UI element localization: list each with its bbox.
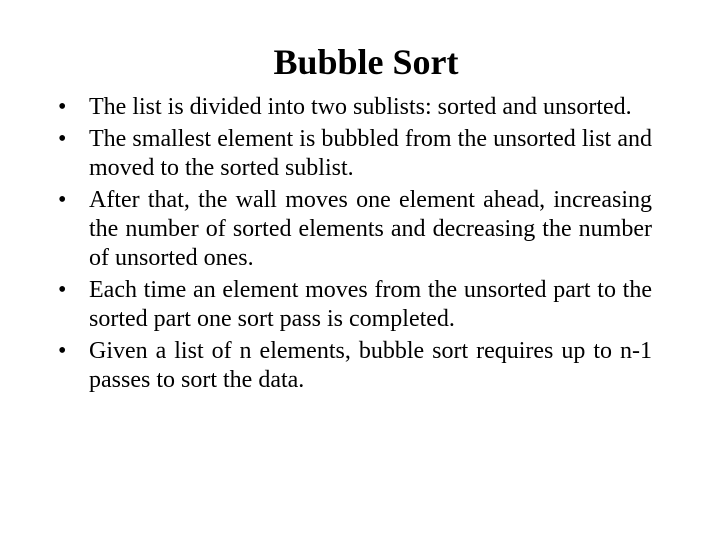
bullet-text: The smallest element is bubbled from the unsorted list and moved to the sorted sublist.: [89, 126, 652, 181]
bullet-icon: •: [58, 187, 67, 213]
bullet-icon: •: [58, 277, 67, 303]
slide-title: Bubble Sort: [273, 42, 459, 82]
bullet-item: [58, 186, 652, 273]
bullet-text: Each time an element moves from the unsorted part to the sorted part one sort pass is completed.: [89, 277, 652, 332]
bullet-item: [58, 337, 652, 395]
bullet-text: After that, the wall moves one element ahead, increasing the number of sorted elements and decreasing the number of unsorted ones.: [89, 187, 652, 271]
bullet-item: [58, 276, 652, 334]
bullet-item: [58, 125, 652, 183]
bullet-text: Given a list of n elements, bubble sort requires up to n-1 passes to sort the data.: [89, 338, 652, 393]
bullet-text: The list is divided into two sublists: sorted and unsorted.: [89, 94, 632, 120]
bullet-icon: •: [58, 126, 67, 152]
bullet-icon: •: [58, 338, 67, 364]
bullet-item: [58, 93, 652, 122]
bullet-icon: •: [58, 94, 67, 120]
bullet-list: [58, 93, 652, 398]
